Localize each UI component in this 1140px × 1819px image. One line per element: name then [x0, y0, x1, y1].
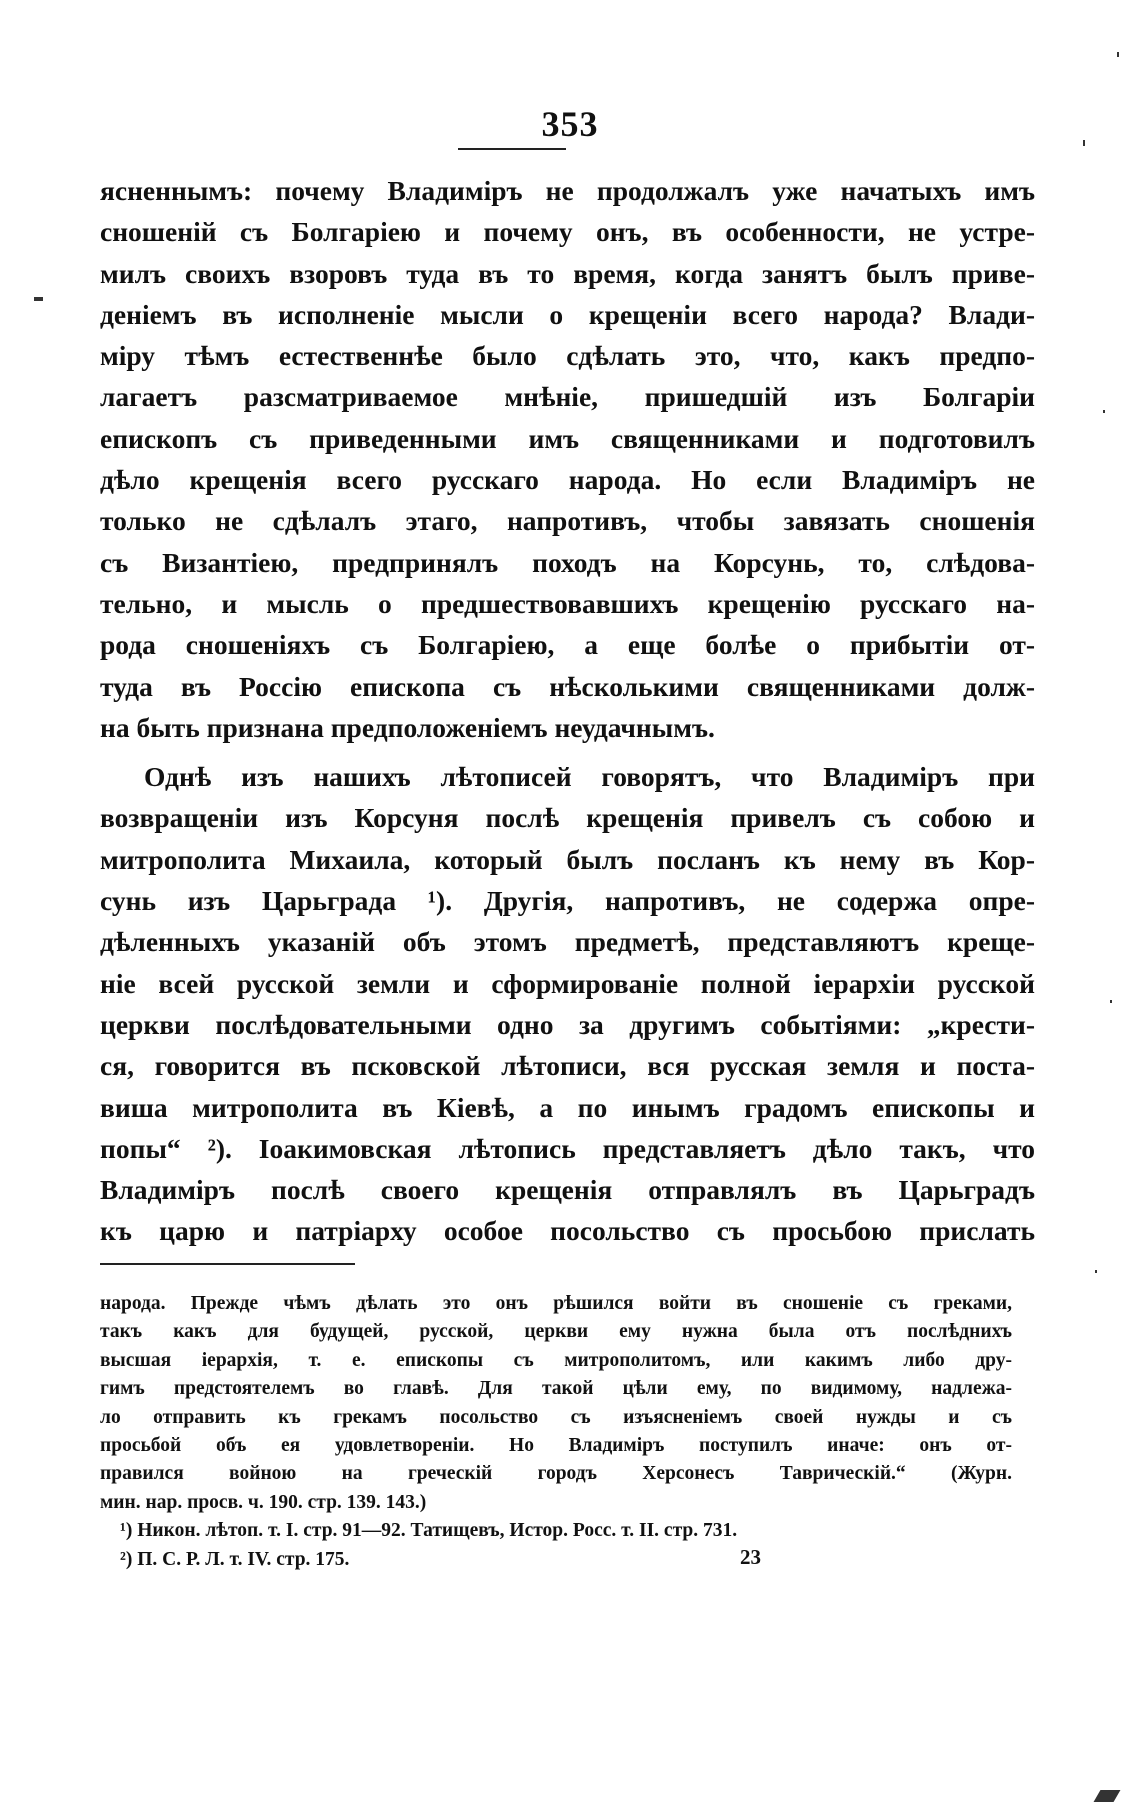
body-line: дѣло крещенія всего русскаго народа. Но если Владиміръ не	[100, 464, 1035, 496]
body-line: съ Византіею, предпринялъ походъ на Корсунь, то, слѣдова-	[100, 546, 1035, 578]
body-line: ся, говорится въ псковской лѣтописи, вся русская земля и поста-	[100, 1050, 1035, 1082]
body-line: виша митрополита въ Кіевѣ, а по инымъ градомъ епископы и	[100, 1091, 1035, 1123]
scan-speck	[1103, 410, 1105, 413]
body-line: Владиміръ послѣ своего крещенія отправлялъ въ Царьградъ	[100, 1174, 1035, 1206]
body-line: тельно, и мысль о предшествовавшихъ крещенію русскаго на-	[100, 587, 1035, 619]
body-line: ніе всей русской земли и сформированіе полной іерархіи русской	[100, 967, 1035, 999]
footnotes	[100, 1290, 1012, 1574]
body-text	[100, 170, 1035, 1252]
scan-speck	[1095, 1270, 1097, 1273]
footnote-note: ¹) Никон. лѣтоп. т. І. стр. 91—92. Татищевъ, Истор. Росс. т. II. стр. 731.	[120, 1520, 738, 1542]
footnote-line: правился войною на греческій городъ Херсонесъ Таврическій.“ (Журн.	[100, 1463, 1012, 1485]
footnote-note: ²) П. С. Р. Л. т. IV. стр. 175.	[120, 1548, 350, 1570]
body-line: туда въ Россію епископа съ нѣсколькими священниками долж-	[100, 670, 1035, 702]
body-line: Однѣ изъ нашихъ лѣтописей говорятъ, что Владиміръ при	[144, 761, 1035, 793]
signature-mark: 23	[740, 1545, 761, 1569]
body-line: епископъ съ приведенными имъ священниками и подготовилъ	[100, 422, 1035, 454]
body-line: церкви послѣдовательными одно за другимъ событіями: „крести-	[100, 1008, 1035, 1040]
footnote-line: мин. нар. просв. ч. 190. стр. 139. 143.)	[100, 1491, 427, 1513]
footnote-line: просьбой объ ея удовлетвореніи. Но Владиміръ поступилъ иначе: онъ от-	[100, 1434, 1012, 1456]
body-line: милъ своихъ взоровъ туда въ то время, когда занятъ былъ приве-	[100, 257, 1035, 289]
footnote-line: ло отправить къ грекамъ посольство съ изъясненіемъ своей нужды и съ	[100, 1406, 1012, 1428]
body-line: сношеній съ Болгаріею и почему онъ, въ особенности, не устре-	[100, 216, 1035, 248]
body-line: возвращеніи изъ Корсуня послѣ крещенія привелъ съ собою и	[100, 802, 1035, 834]
scan-speck	[34, 297, 43, 301]
body-line: къ царю и патріарху особое посольство съ просьбою прислать	[100, 1215, 1035, 1247]
page-number: 353	[541, 104, 599, 144]
body-line: ясненнымъ: почему Владиміръ не продолжалъ уже начатыхъ имъ	[100, 175, 1035, 206]
scan-speck	[1094, 1790, 1121, 1802]
body-line: на быть признана предположеніемъ неудачнымъ.	[100, 711, 715, 743]
body-line: лагаетъ разсматриваемое мнѣніе, пришедшій изъ Болгаріи	[100, 381, 1035, 413]
body-line: міру тѣмъ естественнѣе было сдѣлать это, что, какъ предпо-	[100, 340, 1035, 372]
body-line: деніемъ въ исполненіе мысли о крещеніи всего народа? Влади-	[100, 298, 1035, 330]
body-line: попы“ ²). Іоакимовская лѣтопись представляетъ дѣло такъ, что	[100, 1132, 1035, 1164]
body-line: рода сношеніяхъ съ Болгаріею, а еще болѣе о прибытіи от-	[100, 629, 1035, 661]
footnote-line: такъ какъ для будущей, русской, церкви ему нужна была отъ послѣднихъ	[100, 1321, 1012, 1343]
footnote-line: высшая іерархія, т. е. епископы съ митрополитомъ, или какимъ либо дру-	[100, 1349, 1012, 1371]
footnote-line: народа. Прежде чѣмъ дѣлать это онъ рѣшился войти въ сношеніе съ греками,	[100, 1293, 1012, 1314]
scan-speck	[1083, 140, 1085, 146]
page-number-rule	[458, 148, 566, 150]
body-line: дѣленныхъ указаній объ этомъ предметѣ, представляютъ креще-	[100, 926, 1035, 958]
footnote-line: гимъ предстоятелемъ во главѣ. Для такой цѣли ему, по видимому, надлежа-	[100, 1378, 1012, 1400]
body-line: митрополита Михаила, который былъ посланъ къ нему въ Кор-	[100, 843, 1035, 875]
scan-speck	[1117, 52, 1119, 57]
scan-speck	[1110, 1000, 1112, 1003]
body-line: только не сдѣлалъ этаго, напротивъ, чтобы завязать сношенія	[100, 505, 1035, 537]
body-line: сунь изъ Царьграда ¹). Другія, напротивъ, не содержа опре-	[100, 885, 1035, 917]
footnote-rule	[100, 1263, 355, 1265]
